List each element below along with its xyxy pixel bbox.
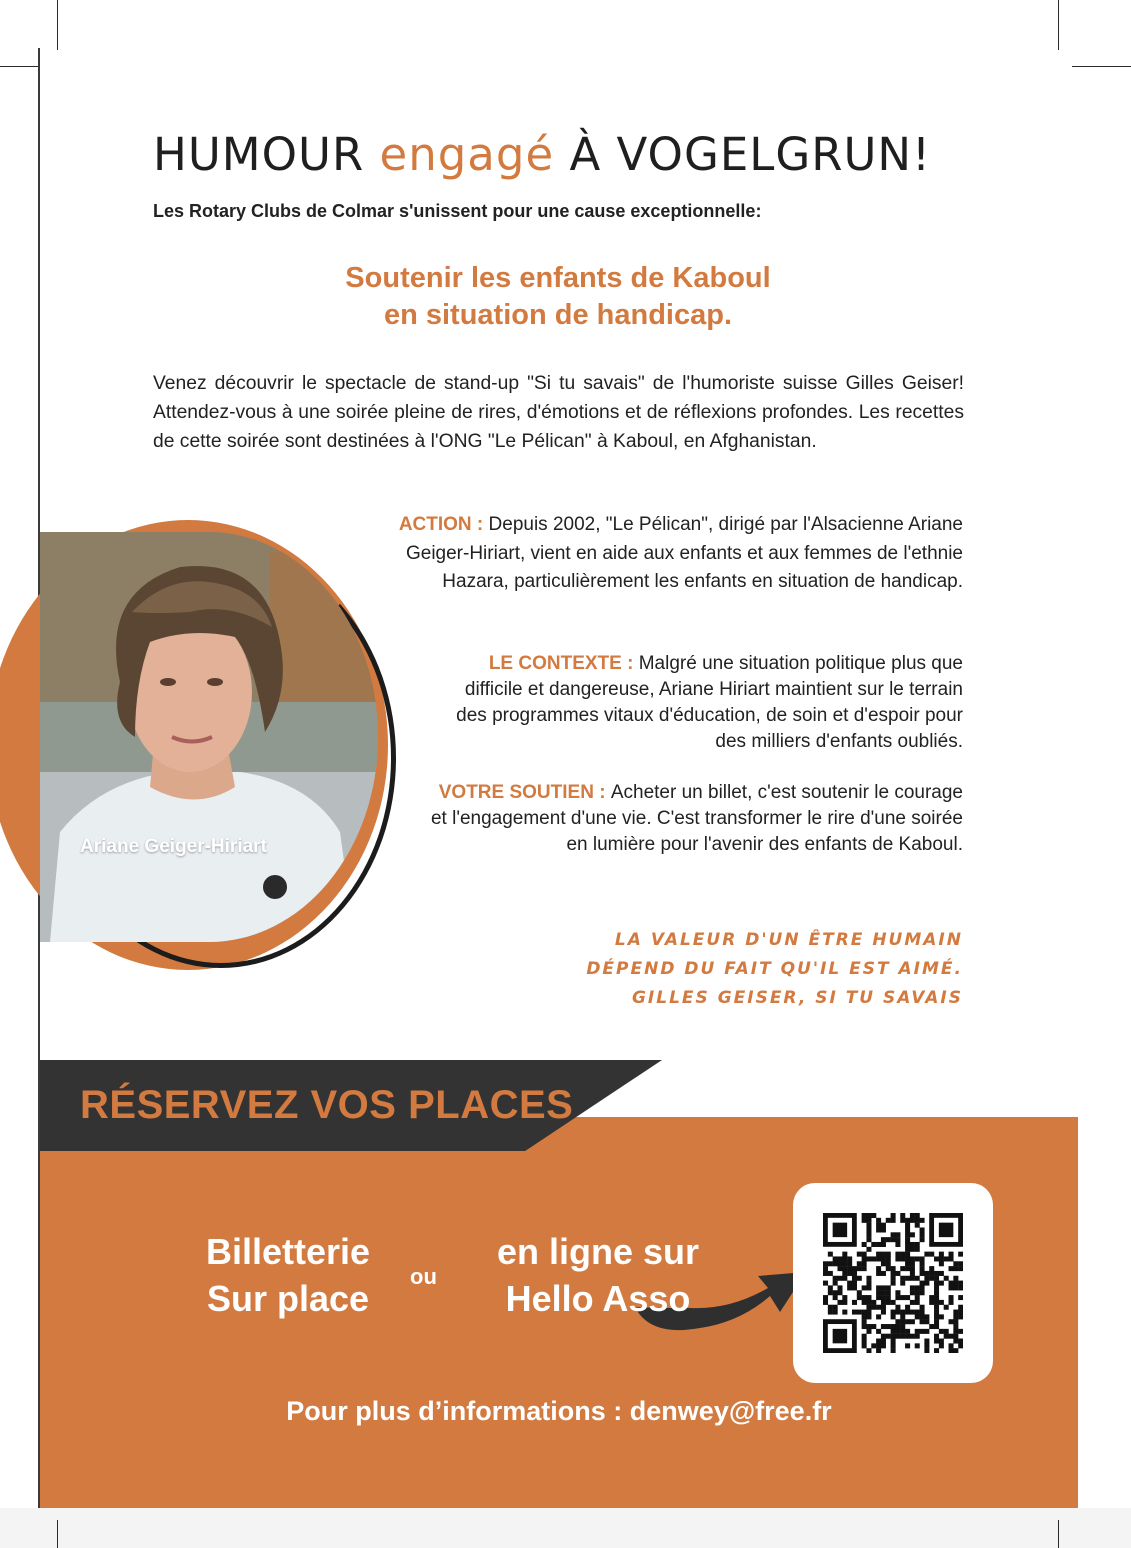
booking-banner-label: RÉSERVEZ VOS PLACES — [80, 1083, 574, 1127]
quote-line-3: GILLES GEISER, SI TU SAVAIS — [631, 988, 963, 1008]
intro-text: Les Rotary Clubs de Colmar s'unissent pour une cause exceptionnelle: — [153, 201, 762, 221]
ticket-right-line-1: en ligne sur — [496, 1231, 700, 1272]
action-label: ACTION : — [398, 514, 489, 535]
crop-mark-top-left — [57, 0, 58, 50]
quote-line-1: LA VALEUR D'UN ÊTRE HUMAIN — [614, 930, 963, 950]
bottom-strip — [0, 1508, 1131, 1548]
qr-code[interactable] — [793, 1183, 993, 1383]
crop-mark-top-right — [1058, 0, 1059, 50]
portrait-photo — [40, 532, 378, 942]
contexte-label: LE CONTEXTE : — [488, 653, 639, 674]
quote — [443, 926, 963, 1013]
page-title — [153, 128, 983, 181]
ticket-or: ou — [410, 1264, 437, 1289]
photo-caption: Ariane Geiger-Hiriart — [80, 836, 267, 857]
section-soutien — [423, 780, 963, 858]
info-line: Pour plus d’informations : denwey@free.fr — [286, 1396, 832, 1426]
soutien-label: VOTRE SOUTIEN : — [438, 782, 611, 803]
section-action — [363, 511, 963, 597]
title-accent: engagé — [379, 128, 555, 181]
title-part-2: À VOGELGRUN! — [554, 128, 932, 181]
ticket-online — [478, 1228, 718, 1322]
action-text: Depuis 2002, "Le Pélican", dirigé par l'Alsacienne Ariane Geiger-Hiriart, vient en aide aux enfants et aux femmes de l'ethnie Hazara, particulièrement les enfants en situation de handicap. — [405, 514, 963, 592]
cause-line-1: Soutenir les enfants de Kaboul — [345, 262, 771, 294]
ticket-onsite — [188, 1228, 388, 1322]
crop-mark-bottom-right — [1058, 1520, 1059, 1548]
ticket-left-line-2: Sur place — [206, 1278, 370, 1319]
contexte-text: Malgré une situation politique plus que difficile et dangereuse, Ariane Hiriart maintient sur le terrain des programmes vitaux d'éducation, de soin et d'espoir pour des milliers d'enfants oubliés. — [456, 653, 963, 752]
section-contexte — [433, 651, 963, 755]
cause-heading — [153, 260, 963, 334]
description-paragraph: Venez découvrir le spectacle de stand-up "Si tu savais" de l'humoriste suisse Gilles Geiser! Attendez-vous à une soirée pleine de rires, d'émotions et de réflexions profondes. Les recettes de cette soirée sont destinées à l'ONG "Le Pélican" à Kaboul, en Afghanistan. — [153, 373, 964, 452]
soutien-text: Acheter un billet, c'est soutenir le courage et l'engagement d'une vie. C'est transformer le rire d'une soirée en lumière pour l'avenir des enfants de Kaboul. — [430, 782, 963, 855]
crop-mark-top-right-h — [1072, 66, 1131, 67]
qr-code-icon — [823, 1213, 963, 1353]
quote-line-2: DÉPEND DU FAIT QU'IL EST AIMÉ. — [586, 959, 963, 979]
ticket-right-line-2[interactable]: Hello Asso — [505, 1278, 691, 1319]
title-part-1: HUMOUR — [153, 128, 380, 181]
crop-mark-bottom-left — [57, 1520, 58, 1548]
ticket-left-line-1: Billetterie — [205, 1231, 371, 1272]
cause-line-2: en situation de handicap. — [383, 299, 733, 331]
crop-mark-top-left-h — [0, 66, 40, 67]
